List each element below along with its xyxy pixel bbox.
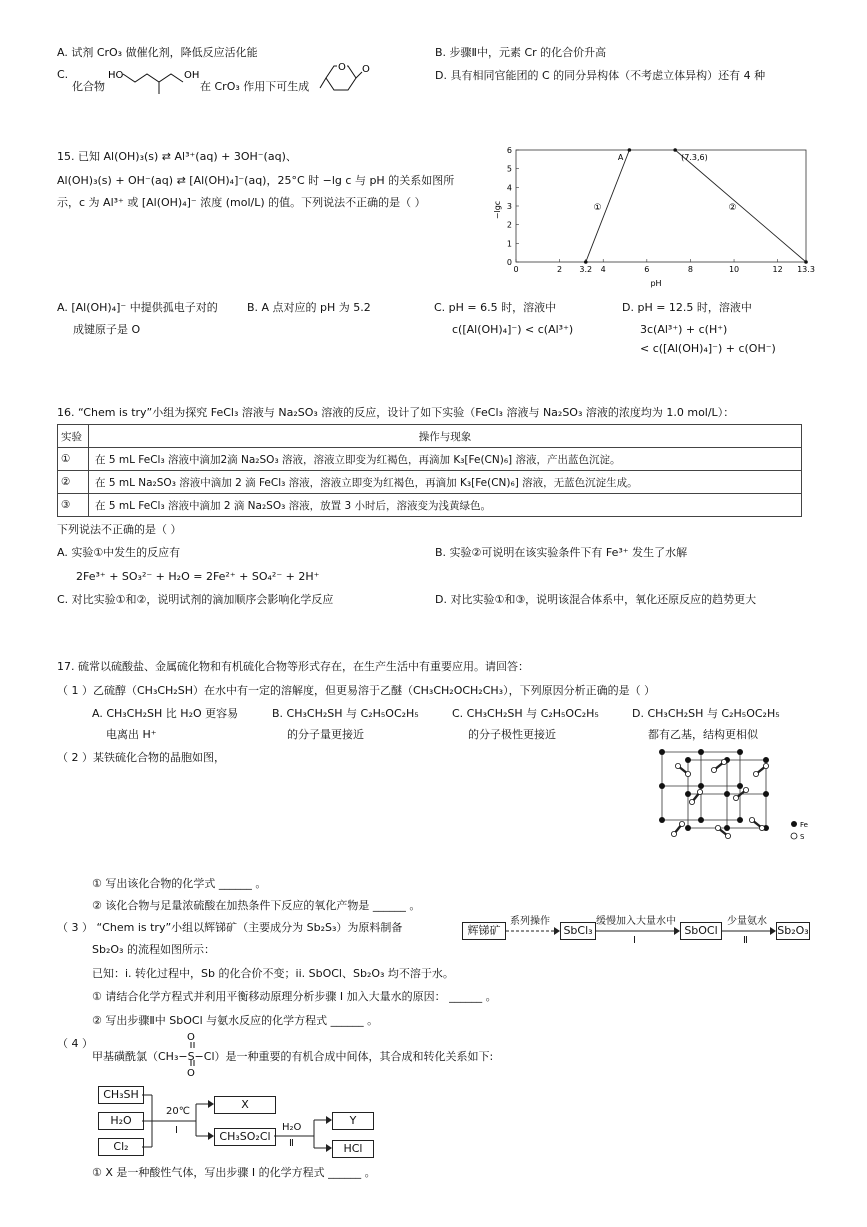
q17-part2: （ 2 ）某铁硫化合物的晶胞如图，: [57, 751, 225, 764]
diol-oh-label: OH: [184, 70, 200, 81]
q14-option-c-mid: 在 CrO₃ 作用下可生成: [200, 80, 310, 93]
q15-option-c-1: C. pH = 6.5 时，溶液中: [434, 301, 557, 314]
y-tick-label: 2: [506, 220, 512, 230]
fe-atom: [659, 749, 665, 755]
q17-part2-q1: ① 写出该化合物的化学式 ______ 。: [92, 877, 267, 890]
fe-atom: [685, 825, 691, 831]
s-atom: [689, 799, 694, 804]
flow4-condition-water: H₂O: [282, 1122, 302, 1133]
chart-annotation: (7.3,6): [681, 153, 708, 162]
fe-atom: [763, 757, 769, 763]
table-cell: ②: [58, 471, 89, 494]
s-atom: [711, 767, 716, 772]
q14-option-a: A. 试剂 CrO₃ 做催化剂，降低反应活化能: [57, 46, 258, 59]
q16-option-b: B. 实验②可说明在该实验条件下有 Fe³⁺ 发生了水解: [435, 546, 688, 559]
lactone-carbonyl-o: O: [362, 64, 370, 75]
q17-part1-b2: 的分子量更接近: [287, 728, 364, 741]
legend-fe-atom: [791, 821, 797, 827]
sulfonyl-o-bottom: O: [187, 1068, 195, 1079]
s-atom: [725, 833, 730, 838]
flow-node-ore: 辉锑矿: [462, 922, 506, 940]
chart-frame: [516, 150, 806, 262]
fe-atom: [698, 817, 704, 823]
q15-option-b: B. A 点对应的 pH 为 5.2: [247, 301, 371, 314]
flow4-product-y: Y: [332, 1112, 374, 1130]
series-line: [586, 150, 630, 262]
s-atom: [721, 759, 726, 764]
flow-arrow-label-3: 少量氨水: [727, 916, 767, 927]
fe-atom: [659, 783, 665, 789]
s-atom: [743, 787, 748, 792]
s-atom: [671, 831, 676, 836]
table-header-row: [58, 425, 802, 448]
chart-ylabel: −lgc: [493, 200, 502, 220]
flow4-product-x: X: [214, 1096, 276, 1114]
q17-part3-q1: ① 请结合化学方程式并利用平衡移动原理分析步骤 I 加入大量水的原因： ______ 。: [92, 990, 497, 1003]
chart-annotation: A: [617, 153, 624, 162]
table-row: [58, 471, 802, 494]
crystal-cell-figure: [648, 744, 818, 862]
x-tick-label: 0: [513, 265, 519, 274]
q15-option-c-2: c([Al(OH)₄]⁻) < c(Al³⁺): [452, 323, 574, 336]
s-atom: [675, 763, 680, 768]
flow-arrow-3: [720, 926, 776, 936]
x-tick-label: 4: [600, 265, 606, 274]
q17-part2-q2: ② 该化合物与足量浓硫酸在加热条件下反应的氧化产物是 ______ 。: [92, 899, 421, 912]
s-atom: [733, 795, 738, 800]
series-point: [673, 148, 677, 152]
table-cell: ③: [58, 494, 89, 517]
flow-arrow-1: [504, 926, 560, 936]
lactone-ring-o: O: [338, 62, 346, 73]
s-atom: [763, 763, 768, 768]
q16-option-a-1: A. 实验①中发生的反应有: [57, 546, 181, 559]
y-tick-label: 1: [506, 239, 512, 249]
flow4-product-ch3so2cl: CH₃SO₂Cl: [214, 1128, 276, 1146]
q15-option-a-1: A. [Al(OH)₄]⁻ 中提供孤电子对的: [57, 301, 218, 314]
flow-step-1: I: [633, 935, 636, 946]
table-header-cell: 实验: [58, 425, 89, 448]
q16-option-a-2: 2Fe³⁺ + SO₃²⁻ + H₂O = 2Fe²⁺ + SO₄²⁻ + 2H⁺: [76, 570, 320, 583]
fe-atom: [737, 817, 743, 823]
q16-stem: 16. “Chem is try”小组为探究 FeCl₃ 溶液与 Na₂SO₃ 溶液的反应，设计了如下实验（FeCl₃ 溶液与 Na₂SO₃ 溶液的浓度均为 1.0 mol/L）：: [57, 406, 735, 419]
q15-stem-line2: Al(OH)₃(s) + OH⁻(aq) ⇄ [Al(OH)₄]⁻(aq)，25°C 时 −lg c 与 pH 的关系如图所: [57, 174, 455, 187]
q17-part3-c: 已知：i. 转化过程中，Sb 的化合价不变；ii. SbOCl、Sb₂O₃ 均不溶于水。: [92, 967, 454, 980]
ph-lgc-chart: [490, 140, 820, 290]
s-atom: [685, 771, 690, 776]
flow4-step-1: I: [175, 1125, 178, 1136]
q14-option-c-prefix: 化合物: [72, 80, 105, 93]
flow-arrow-label-1: 系列操作: [510, 916, 550, 927]
fe-atom: [685, 791, 691, 797]
q17-part4-stem: 甲基磺酰氯（CH₃−S−Cl）是一种重要的有机合成中间体，其合成和转化关系如下:: [92, 1050, 494, 1063]
flow-node-sb2o3: Sb₂O₃: [776, 922, 810, 940]
series-line: [675, 150, 806, 262]
fe-atom: [698, 783, 704, 789]
s-atom: [749, 817, 754, 822]
flow4-input-cl2: Cl₂: [98, 1138, 144, 1156]
series-point: [584, 260, 588, 264]
fe-atom: [724, 825, 730, 831]
series-point: [804, 260, 808, 264]
flow-arrow-2: [594, 926, 680, 936]
fe-atom: [737, 783, 743, 789]
q15-option-d-1: D. pH = 12.5 时，溶液中: [622, 301, 752, 314]
diol-structure: [108, 62, 204, 98]
fe-atom: [724, 791, 730, 797]
x-tick-label: 13.3: [797, 265, 815, 274]
q17-part1-b1: B. CH₃CH₂SH 与 C₂H₅OC₂H₅: [272, 707, 419, 720]
fe-atom: [737, 749, 743, 755]
q15-stem-line1: 15. 已知 Al(OH)₃(s) ⇄ Al³⁺(aq) + 3OH⁻(aq)、: [57, 150, 297, 163]
sulfonyl-o-top: O: [187, 1032, 195, 1043]
legend-s-atom: [791, 833, 797, 839]
q17-part1-c2: 的分子极性更接近: [468, 728, 556, 741]
q17-part4-q1: ① X 是一种酸性气体，写出步骤 I 的化学方程式 ______ 。: [92, 1166, 376, 1179]
q17-part4-label: （ 4 ）: [57, 1037, 93, 1050]
s-atom: [715, 825, 720, 830]
q15-stem-line3: 示，c 为 Al³⁺ 或 [Al(OH)₄]⁻ 浓度 (mol/L) 的值。下列说法不正确的是（ ）: [57, 196, 426, 209]
q17-part1: （ 1 ）乙硫醇（CH₃CH₂SH）在水中有一定的溶解度，但更易溶于乙醚（CH₃CH₂OCH₂CH₃），下列原因分析正确的是（ ）: [57, 684, 656, 697]
x-tick-label: 3.2: [579, 265, 593, 274]
series-label: ①: [593, 203, 602, 213]
q17-part1-a2: 电离出 H⁺: [106, 728, 157, 741]
flow4-connectors: [142, 1092, 222, 1158]
flow4-step-2: Ⅱ: [289, 1138, 294, 1149]
experiment-table: [57, 424, 802, 517]
y-tick-label: 3: [506, 202, 512, 211]
s-atom: [679, 821, 684, 826]
q14-option-b: B. 步骤Ⅱ中，元素 Cr 的化合价升高: [435, 46, 607, 59]
table-cell: ①: [58, 448, 89, 471]
flow-arrow-label-2: 缓慢加入大量水中: [596, 916, 676, 927]
q17-part1-a1: A. CH₃CH₂SH 比 H₂O 更容易: [92, 707, 239, 720]
x-tick-label: 2: [557, 265, 563, 274]
y-tick-label: 0: [506, 258, 512, 267]
q15-option-d-3: < c([Al(OH)₄]⁻) + c(OH⁻): [640, 342, 776, 355]
q17-part1-d2: 都有乙基，结构更相似: [648, 728, 758, 741]
flow4-input-h2o: H₂O: [98, 1112, 144, 1130]
series-label: ②: [728, 203, 737, 213]
x-tick-label: 12: [772, 265, 783, 274]
s-atom: [759, 825, 764, 830]
table-row: [58, 448, 802, 471]
table-cell: 在 5 mL FeCl₃ 溶液中滴加2滴 Na₂SO₃ 溶液，溶液立即变为红褐色，再滴加 K₃[Fe(CN)₆] 溶液，产出蓝色沉淀。: [89, 448, 802, 471]
q17-stem: 17. 硫常以硫酸盐、金属硫化物和有机硫化合物等形式存在，在生产生活中有重要应用。请回答：: [57, 660, 529, 673]
chart-xlabel: pH: [650, 279, 662, 288]
s-atom: [697, 789, 702, 794]
q14-option-c-letter: C.: [57, 68, 69, 81]
fe-atom: [685, 757, 691, 763]
sulfonyl-group-structure: [184, 1030, 204, 1080]
y-tick-label: 4: [506, 183, 512, 193]
q16-ask: 下列说法不正确的是（ ）: [57, 523, 182, 536]
flow4-product-hcl: HCl: [332, 1140, 374, 1158]
fe-atom: [659, 817, 665, 823]
flow-node-sbocl: SbOCl: [680, 922, 722, 940]
flow4-condition-temp: 20℃: [166, 1106, 190, 1117]
flow-step-2: Ⅱ: [743, 935, 748, 946]
x-tick-label: 10: [728, 265, 740, 274]
series-point: [628, 148, 632, 152]
legend-s-label: S: [800, 833, 805, 841]
table-cell: 在 5 mL FeCl₃ 溶液中滴加 2 滴 Na₂SO₃ 溶液，放置 3 小时后，溶液变为浅黄绿色。: [89, 494, 802, 517]
lactone-structure: [312, 58, 376, 104]
q16-option-d: D. 对比实验①和③，说明该混合体系中，氧化还原反应的趋势更大: [435, 593, 757, 606]
y-tick-label: 6: [506, 146, 512, 155]
q17-part3-q2: ② 写出步骤Ⅱ中 SbOCl 与氨水反应的化学方程式 ______ 。: [92, 1014, 379, 1027]
y-tick-label: 5: [506, 164, 512, 174]
flow4-connectors-2: [274, 1112, 336, 1158]
table-cell: 在 5 mL Na₂SO₃ 溶液中滴加 2 滴 FeCl₃ 溶液，溶液立即变为红褐色，再滴加 K₃[Fe(CN)₆] 溶液，无蓝色沉淀生成。: [89, 471, 802, 494]
x-tick-label: 6: [644, 265, 650, 274]
q16-option-c: C. 对比实验①和②，说明试剂的滴加顺序会影响化学反应: [57, 593, 334, 606]
table-header-cell: 操作与现象: [89, 425, 802, 448]
s-atom: [753, 771, 758, 776]
q17-part1-c1: C. CH₃CH₂SH 与 C₂H₅OC₂H₅: [452, 707, 599, 720]
fe-atom: [763, 791, 769, 797]
flow-node-sbcl3: SbCl₃: [560, 922, 596, 940]
x-tick-label: 8: [687, 265, 693, 274]
q17-part3-b: Sb₂O₃ 的流程如图所示：: [92, 943, 215, 956]
legend-fe-label: Fe: [800, 821, 808, 829]
q15-option-a-2: 成键原子是 O: [73, 323, 141, 336]
fe-atom: [698, 749, 704, 755]
diol-ho-label: HO: [108, 70, 124, 81]
q15-option-d-2: 3c(Al³⁺) + c(H⁺): [640, 323, 728, 336]
q17-part1-d1: D. CH₃CH₂SH 与 C₂H₅OC₂H₅: [632, 707, 780, 720]
flow4-input-ch3sh: CH₃SH: [98, 1086, 144, 1104]
q14-option-d: D. 具有相同官能团的 C 的同分异构体（不考虑立体异构）还有 4 种: [435, 69, 766, 82]
q17-part3-a: （ 3 ） “Chem is try”小组以辉锑矿（主要成分为 Sb₂S₃）为原料制备: [57, 921, 403, 934]
table-row: [58, 494, 802, 517]
